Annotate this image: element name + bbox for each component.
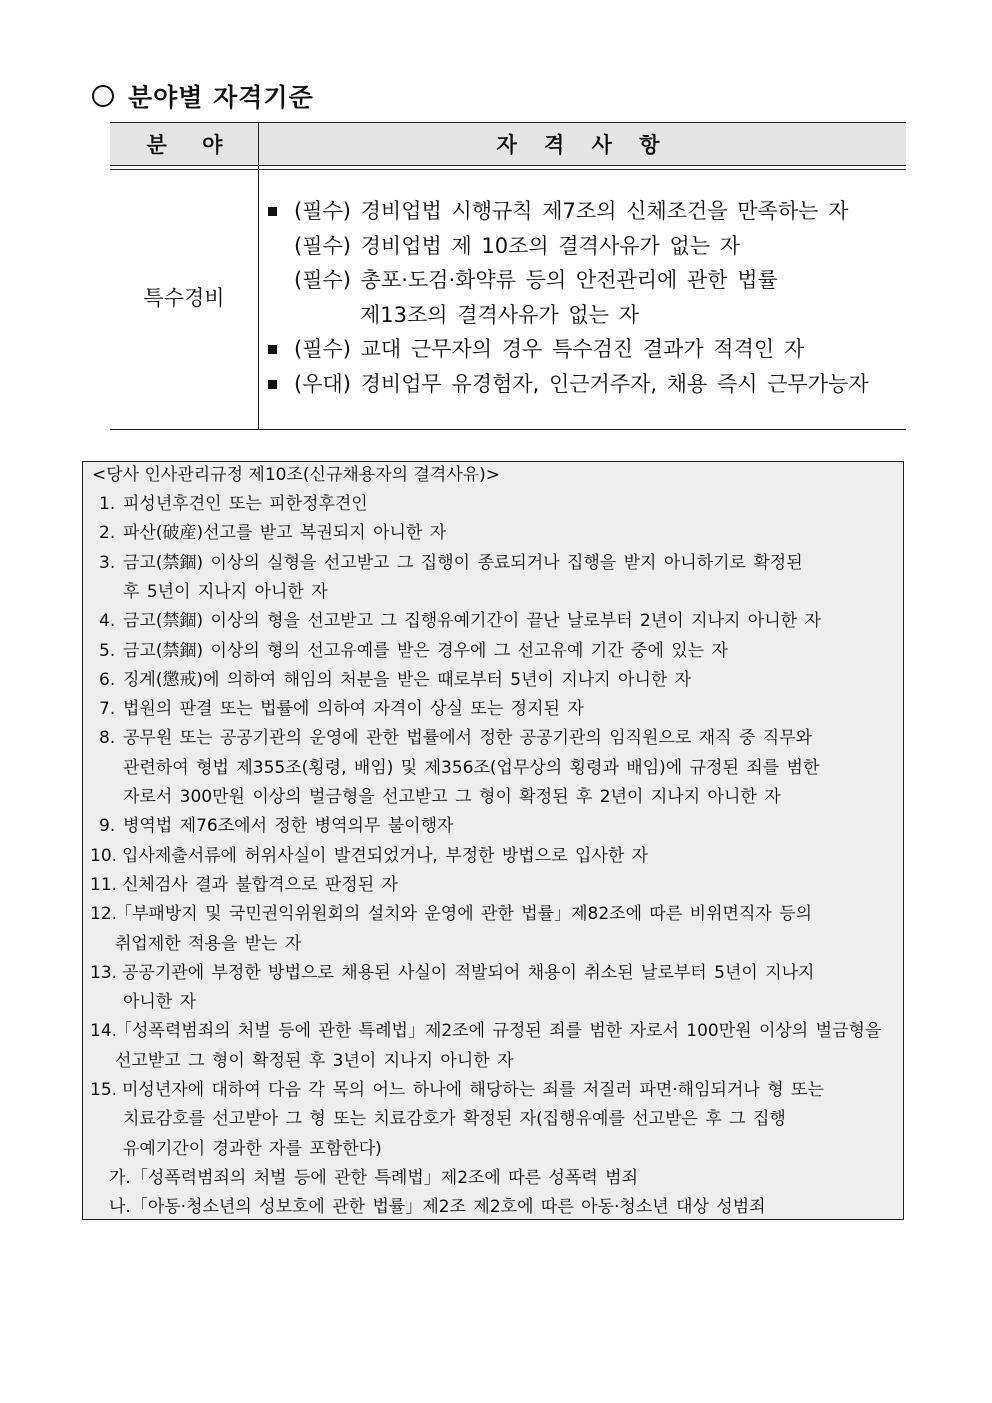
qualification-line	[268, 367, 904, 402]
item-number: 4.	[99, 611, 116, 632]
qualification-text: (우대) 경비업무 유경험자, 인근거주자, 채용 즉시 근무가능자	[294, 371, 869, 396]
qualification-line	[268, 263, 904, 298]
item-number: 8.	[99, 728, 116, 749]
item-text: 금고(禁錮) 이상의 실형을 선고받고 그 집행이 종료되거나 집행을 받지 아니하기로 확정된	[123, 552, 803, 573]
item-text: 후 5년이 지나지 아니한 자	[123, 581, 328, 602]
qualification-table	[110, 122, 906, 430]
disqualification-item-line	[99, 609, 821, 634]
square-bullet-icon	[268, 207, 277, 216]
qualification-text: (필수) 경비업법 시행규칙 제7조의 신체조건을 만족하는 자	[294, 199, 849, 223]
qualification-text: 제13조의 결격사유가 없는 자	[360, 302, 639, 327]
section-title: 분야별 자격기준	[128, 83, 314, 112]
item-number: 5.	[99, 640, 116, 661]
disqualification-item-line	[90, 902, 812, 927]
table-header	[110, 122, 906, 165]
square-bullet-icon	[268, 345, 277, 354]
item-number: 7.	[99, 699, 116, 720]
circle-icon	[92, 85, 114, 107]
item-number: 14.	[90, 1021, 118, 1042]
disqualification-item-line	[99, 639, 728, 664]
item-text: 법원의 판결 또는 법률에 의하여 자격이 상실 또는 정지된 자	[123, 699, 584, 720]
disqualification-sub-item: 나.「아동·청소년의 성보호에 관한 법률」제2조 제2호에 따른 아동·청소년 대상 성범죄	[109, 1197, 766, 1218]
disqualification-item-line	[99, 551, 803, 576]
item-text: 파산(破産)선고를 받고 복권되지 아니한 자	[123, 523, 447, 544]
disqualification-box	[82, 461, 904, 1220]
item-text: 공무원 또는 공공기관의 운영에 관한 법률에서 정한 공공기관의 임직원으로 재직 중 직무와	[123, 728, 813, 749]
item-text: 「성폭력범죄의 처벌 등에 관한 특례법」제2조에 규정된 죄를 범한 자로서 100만원 이상의 벌금형을	[115, 1021, 882, 1042]
disqualification-item-line	[99, 492, 368, 517]
disqualification-item-line	[99, 668, 691, 693]
item-text: 치료감호를 선고받아 그 형 또는 치료감호가 확정된 자(집행유예를 선고받은 후 그 집행	[123, 1109, 786, 1130]
item-number: 11.	[90, 874, 118, 895]
disqualification-item-line	[123, 1137, 382, 1162]
item-text: 신체검사 결과 불합격으로 판정된 자	[122, 874, 398, 895]
item-text: 금고(禁錮) 이상의 형을 선고받고 그 집행유예기간이 끝난 날로부터 2년이 지나지 아니한 자	[123, 611, 821, 632]
header-qualification: 자 격 사 항	[496, 133, 670, 157]
section-heading	[92, 78, 314, 114]
qualification-list	[268, 194, 904, 401]
item-number: 15.	[90, 1080, 118, 1100]
item-text: 병역법 제76조에서 정한 병역의무 불이행자	[123, 816, 454, 837]
item-number: 1.	[99, 494, 116, 514]
qualification-line	[268, 332, 904, 367]
disqualification-item-line	[123, 756, 819, 781]
item-text: 금고(禁錮) 이상의 형의 선고유예를 받은 경우에 그 선고유예 기간 중에 있는 자	[123, 640, 728, 661]
disqualification-item-line	[99, 521, 446, 546]
field-name: 특수경비	[143, 286, 225, 310]
item-text: 공공기관에 부정한 방법으로 채용된 사실이 적발되어 채용이 취소된 날로부터 5년이 지나지	[122, 962, 815, 983]
item-text: 피성년후견인 또는 피한정후견인	[123, 494, 368, 514]
disqualification-item-line	[99, 814, 453, 839]
qualification-text: (필수) 경비업법 제 10조의 결격사유가 없는 자	[294, 233, 741, 258]
item-text: 징계(懲戒)에 의하여 해임의 처분을 받은 때로부터 5년이 지나지 아니한 자	[123, 669, 692, 690]
item-number: 10.	[90, 845, 118, 866]
item-text: 아니한 자	[123, 992, 197, 1013]
item-number: 2.	[99, 523, 116, 544]
disqualification-title: <당사 인사관리규정 제10조(신규채용자의 결격사유)>	[92, 465, 501, 485]
item-number: 9.	[99, 816, 116, 837]
item-number: 6.	[99, 669, 116, 690]
disqualification-item-line	[123, 785, 781, 810]
disqualification-item-line	[123, 990, 196, 1015]
disqualification-sub-item: 가.「성폭력범죄의 처벌 등에 관한 특례법」제2조에 따른 성폭력 범죄	[109, 1167, 639, 1188]
qualification-line	[268, 298, 904, 333]
qualification-line	[268, 194, 904, 229]
disqualification-item-line	[99, 697, 584, 722]
qualification-text: (필수) 교대 근무자의 경우 특수검진 결과가 적격인 자	[294, 337, 805, 361]
item-number: 13.	[90, 962, 118, 983]
disqualification-item-line	[115, 932, 301, 957]
disqualification-item-line	[90, 1019, 881, 1044]
item-number: 3.	[99, 552, 116, 573]
item-number: 12.	[90, 904, 118, 925]
item-text: 미성년자에 대하여 다음 각 목의 어느 하나에 해당하는 죄를 저질러 파면·해임되거나 형 또는	[122, 1080, 824, 1100]
disqualification-item-line	[90, 1078, 824, 1103]
item-text: 선고받고 그 형이 확정된 후 3년이 지나지 아니한 자	[115, 1050, 514, 1071]
header-field: 분 야	[146, 133, 237, 157]
square-bullet-icon	[268, 380, 277, 389]
item-text: 유예기간이 경과한 자를 포함한다)	[123, 1138, 382, 1159]
item-text: 취업제한 적용을 받는 자	[115, 933, 302, 954]
column-divider	[258, 122, 259, 430]
disqualification-item-line	[90, 873, 398, 898]
item-text: 관련하여 형법 제355조(횡령, 배임) 및 제356조(업무상의 횡령과 배임)에 규정된 죄를 범한	[123, 757, 820, 778]
disqualification-item-line	[115, 1049, 514, 1074]
item-text: 「부패방지 및 국민권익위원회의 설치와 운영에 관한 법률」제82조에 따른 비위면직자 등의	[115, 904, 813, 925]
disqualification-item-line	[99, 726, 812, 751]
disqualification-item-line	[123, 1107, 786, 1132]
item-text: 입사제출서류에 허위사실이 발견되었거나, 부정한 방법으로 입사한 자	[122, 845, 649, 866]
item-text: 자로서 300만원 이상의 벌금형을 선고받고 그 형이 확정된 후 2년이 지나지 아니한 자	[123, 787, 781, 807]
qualification-line	[268, 229, 904, 264]
disqualification-item-line	[90, 961, 814, 986]
disqualification-item-line	[123, 580, 328, 605]
disqualification-item-line	[90, 844, 648, 869]
table-bottom-border	[110, 429, 906, 430]
qualification-text: (필수) 총포·도검·화약류 등의 안전관리에 관한 법률	[294, 268, 778, 292]
